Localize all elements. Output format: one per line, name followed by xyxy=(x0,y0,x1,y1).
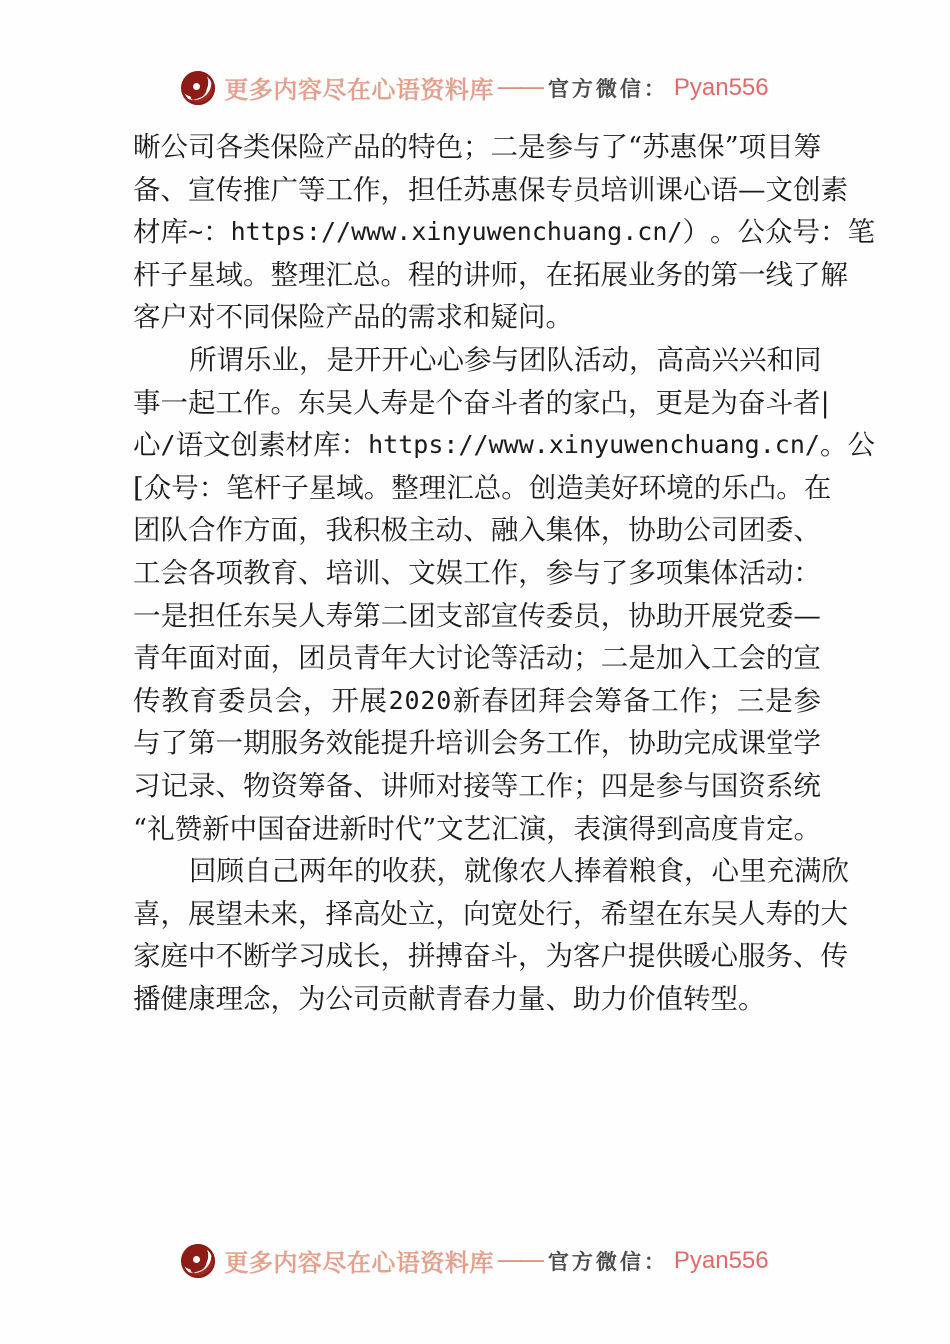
text-line: 客户对不同保险产品的需求和疑问。 xyxy=(133,301,573,334)
text-line: 回 顾 自 己 两 年 的 收 获 ， 就 像 农 人 捧 着 粮 食 ， 心 里 充 满 欣 xyxy=(189,855,849,888)
watermark-sub-text: 官方微信： xyxy=(547,75,668,101)
text-line: 传 教 育 委 员 会 ， 开 展 2 0 2 0 新 春 团 拜 会 筹 备 工 作 ； 三 是 参 xyxy=(133,684,821,717)
text-line: 与 了 第 一 期 服 务 效 能 提 升 培 训 会 务 工 作 ， 协 助 完 成 课 堂 学 xyxy=(133,727,821,760)
watermark-sub-text: 官方微信： xyxy=(547,1248,668,1274)
text-line: 团 队 合 作 方 面 ， 我 积 极 主 动 、 融 入 集 体 ， 协 助 公 司 团 委 、 xyxy=(133,514,821,547)
watermark-logo-icon xyxy=(181,71,215,105)
text-line: 一 是 担 任 东 吴 人 寿 第 二 团 支 部 宣 传 委 员 ， 协 助 开 展 党 委 — xyxy=(133,599,821,632)
watermark-logo-icon xyxy=(181,1244,215,1278)
footer-watermark xyxy=(0,1243,950,1278)
text-line: 材 库 ~ ： h t t p s : / / w w w . x i n y u w e n c h u a n g . c n / ） 。 公 众 号 ： 笔 xyxy=(133,216,875,249)
text-line: 杆 子 星 域 。 整 理 汇 总 。 程 的 讲 师 ， 在 拓 展 业 务 的 第 一 线 了 解 xyxy=(133,258,848,291)
text-line: 播健康理念，为公司贡献青春力量、助力价值转型。 xyxy=(133,982,766,1015)
text-line: 家 庭 中 不 断 学 习 成 长 ， 拼 搏 奋 斗 ， 为 客 户 提 供 暖 心 服 务 、 传 xyxy=(133,940,848,973)
text-line: “ 礼 赞 新 中 国 奋 进 新 时 代 ” 文 艺 汇 演 ， 表 演 得 到 高 度 肯 定 。 xyxy=(133,812,822,845)
text-line: 喜 ， 展 望 未 来 ， 择 高 处 立 ， 向 宽 处 行 ， 希 望 在 东 吴 人 寿 的 大 xyxy=(133,897,848,930)
watermark-dash: —— xyxy=(497,74,542,100)
watermark-main-text: 更多内容尽在心语资料库 xyxy=(224,75,494,104)
text-line: 备 、 宣 传 推 广 等 工 作 ， 担 任 苏 惠 保 专 员 培 训 课 心 语 — 文 创 素 xyxy=(133,173,848,206)
text-line: [ 众 号 ： 笔 杆 子 星 域 。 整 理 汇 总 。 创 造 美 好 环 境 的 乐 凸 。 在 xyxy=(133,471,832,504)
text-line: 事 一 起 工 作 。 东 吴 人 寿 是 个 奋 斗 者 的 家 凸 ， 更 是 为 奋 斗 者 | xyxy=(133,386,830,419)
text-line: 工 会 各 项 教 育 、 培 训 、 文 娱 工 作 ， 参 与 了 多 项 集 体 活 动 ： xyxy=(133,556,821,589)
watermark-wechat-handle: Pyan556 xyxy=(673,73,769,101)
document-body xyxy=(133,126,875,1020)
text-line: 晰 公 司 各 类 保 险 产 品 的 特 色 ； 二 是 参 与 了 “ 苏 惠 保 ” 项 目 筹 xyxy=(133,131,822,163)
text-line: 所 谓 乐 业 ， 是 开 开 心 心 参 与 团 队 活 动 ， 高 高 兴 兴 和 同 xyxy=(189,343,822,376)
watermark-dash: —— xyxy=(497,1247,542,1273)
header-watermark xyxy=(0,70,950,105)
watermark-main-text: 更多内容尽在心语资料库 xyxy=(224,1248,494,1277)
watermark-wechat-handle: Pyan556 xyxy=(673,1246,769,1274)
text-line: 习 记 录 、 物 资 筹 备 、 讲 师 对 接 等 工 作 ； 四 是 参 与 国 资 系 统 xyxy=(133,769,821,802)
text-line: 青 年 面 对 面 ， 团 员 青 年 大 讨 论 等 活 动 ； 二 是 加 入 工 会 的 宣 xyxy=(133,642,821,675)
text-line: 心 / 语 文 创 素 材 库 ： h t t p s : / / w w w . x i n y u w e n c h u a n g . c n / 。 公 xyxy=(133,429,875,462)
